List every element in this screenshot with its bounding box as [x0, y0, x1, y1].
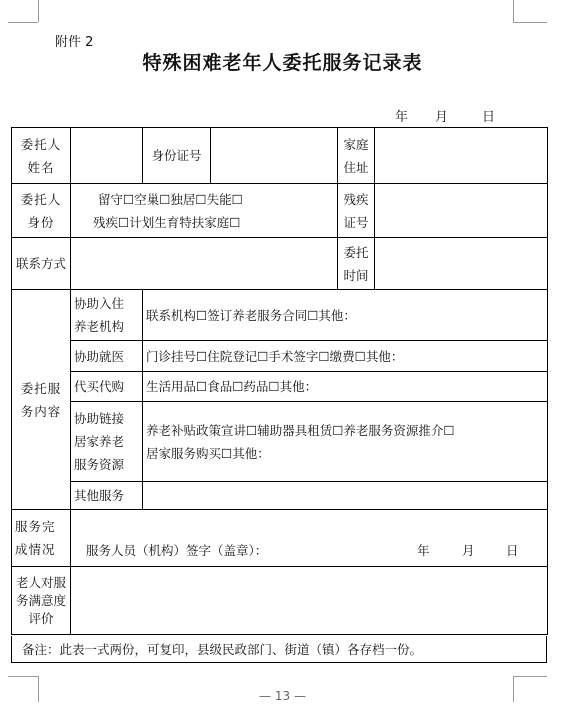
table-row	[12, 290, 548, 341]
table-row	[12, 128, 548, 184]
satisfaction-label: 老人对服 务满意度 评价	[12, 567, 71, 635]
crop-mark	[38, 0, 39, 22]
date-day: 日	[482, 110, 496, 125]
svc-other-field[interactable]	[143, 482, 548, 510]
service-content-label: 委托服 务内容	[12, 290, 71, 510]
disability-cert-field[interactable]	[375, 184, 548, 238]
entrust-time-field[interactable]	[375, 238, 548, 290]
client-identity-label: 委托人 身份	[12, 184, 71, 238]
crop-mark	[8, 676, 38, 677]
table-row	[12, 510, 548, 567]
crop-mark	[513, 0, 514, 22]
id-number-field[interactable]	[211, 128, 338, 184]
page-title: 特殊困难老年人委托服务记录表	[142, 52, 423, 74]
completion-signature-label: 服务人员（机构）签字（盖章）：	[86, 543, 268, 558]
client-name-label: 委托人 姓名	[12, 128, 71, 184]
crop-mark	[513, 22, 547, 23]
table-row	[12, 238, 548, 290]
table-row	[12, 341, 548, 372]
date-month: 月	[435, 110, 449, 125]
record-form-table	[11, 127, 548, 635]
remarks-note: 备注：此表一式两份，可复印，县级民政部门、街道（镇）各存档一份。	[11, 636, 547, 663]
page-number: — 13 —	[259, 689, 306, 703]
contact-field[interactable]	[71, 238, 338, 290]
identity-options[interactable]: 留守☐空巢☐独居☐失能☐ 残疾☐计划生育特扶家庭☐	[71, 184, 338, 238]
id-number-label: 身份证号	[143, 128, 211, 184]
crop-mark	[8, 22, 38, 23]
svc-home-label: 协助链接 居家养老 服务资源	[71, 402, 143, 482]
address-label: 家庭 住址	[338, 128, 375, 184]
completion-year: 年	[417, 543, 430, 558]
satisfaction-field[interactable]	[71, 567, 548, 635]
completion-month: 月	[462, 543, 475, 558]
client-name-field[interactable]	[71, 128, 143, 184]
table-row	[12, 567, 548, 635]
table-row	[12, 184, 548, 238]
svc-purchase-options[interactable]: 生活用品☐食品☐药品☐其他：	[143, 372, 548, 402]
svc-medical-options[interactable]: 门诊挂号☐住院登记☐手术签字☐缴费☐其他：	[143, 341, 548, 372]
completion-day: 日	[506, 543, 519, 558]
contact-label: 联系方式	[12, 238, 71, 290]
svc-purchase-label: 代买代购	[71, 372, 143, 402]
svc-institution-label: 协助入住 养老机构	[71, 290, 143, 341]
completion-field[interactable]	[71, 510, 548, 567]
date-year: 年	[395, 110, 409, 125]
table-row	[12, 372, 548, 402]
svc-institution-options[interactable]: 联系机构☐签订养老服务合同☐其他：	[143, 290, 548, 341]
crop-mark	[513, 676, 547, 677]
disability-cert-label: 残疾 证号	[338, 184, 375, 238]
svc-medical-label: 协助就医	[71, 341, 143, 372]
address-field[interactable]	[375, 128, 548, 184]
table-row	[12, 482, 548, 510]
table-row	[12, 402, 548, 482]
svc-other-label: 其他服务	[71, 482, 143, 510]
completion-label: 服务完 成情况	[12, 510, 71, 567]
attachment-label: 附件 2	[55, 35, 94, 50]
entrust-time-label: 委托 时间	[338, 238, 375, 290]
svc-home-options[interactable]: 养老补贴政策宣讲☐辅助器具租赁☐养老服务资源推介☐ 居家服务购买☐其他：	[143, 402, 548, 482]
